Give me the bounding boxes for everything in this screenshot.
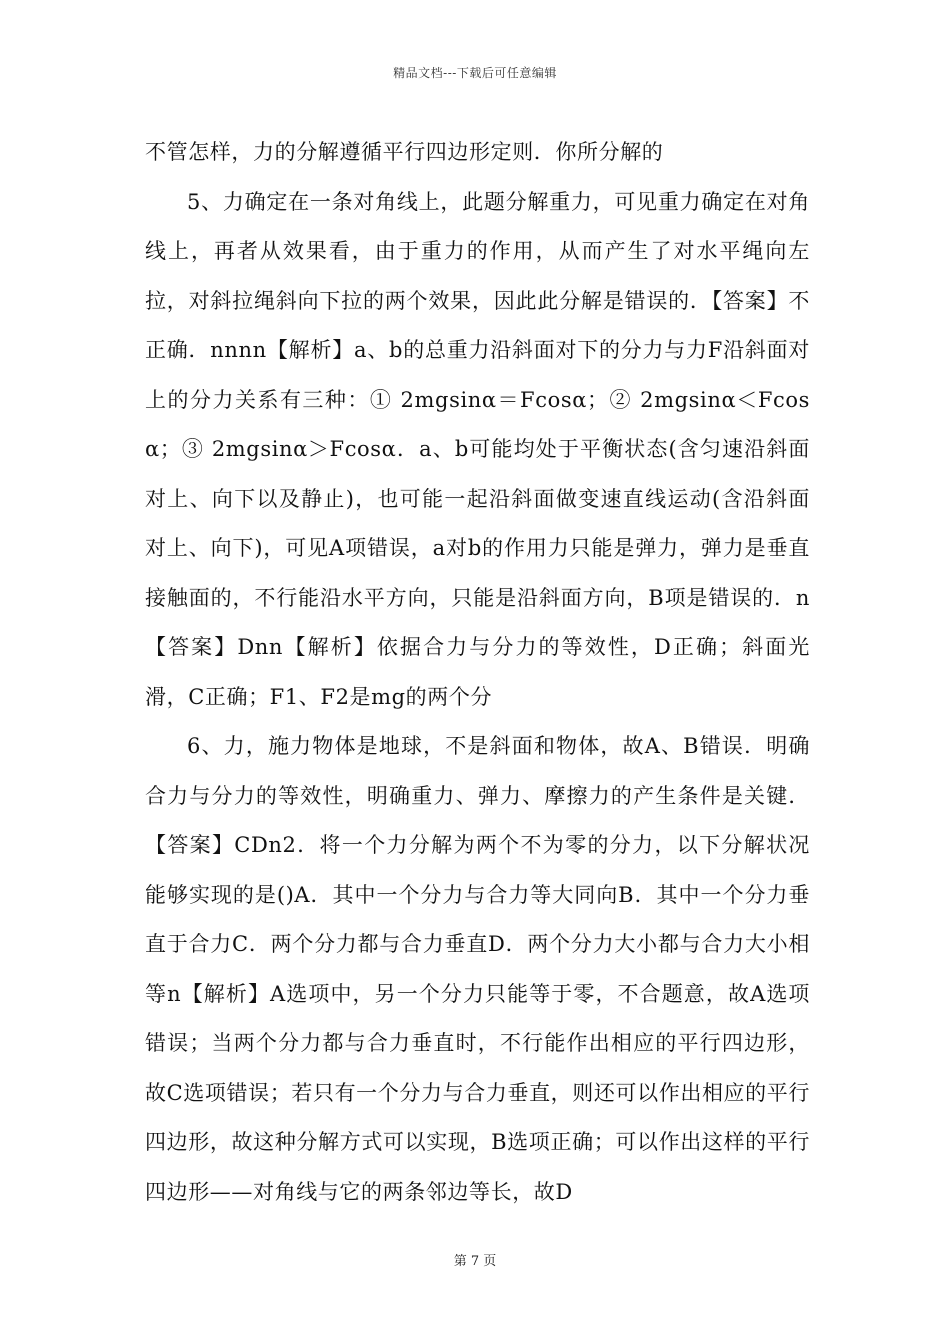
paragraph-item-6: 6、力，施力物体是地球，不是斜面和物体，故A、B错误．明确合力与分力的等效性，明确重力、弹力、摩擦力的产生条件是关键．【答案】CDn2．将一个力分解为两个不为零的分力，以下分解状况能够实现的是()A．其中一个分力与合力等大同向B．其中一个分力垂直于合力C．两个分力都与合力垂直D．两个分力大小都与合力大小相等n【解析】A选项中，另一个分力只能等于零，不合题意，故A选项错误；当两个分力都与合力垂直时，不行能作出相应的平行四边形，故C选项错误；若只有一个分力与合力垂直，则还可以作出相应的平行四边形，故这种分解方式可以实现，B选项正确；可以作出这样的平行四边形——对角线与它的两条邻边等长，故D: [145, 734, 810, 1204]
page-header: 精品文档---下载后可任意编辑: [393, 66, 557, 80]
document-body: [145, 128, 810, 1217]
paragraph-item-5: 5、力确定在一条对角线上，此题分解重力，可见重力确定在对角线上，再者从效果看，由于重力的作用，从而产生了对水平绳向左拉，对斜拉绳斜向下拉的两个效果，因此此分解是错误的．【答案】不正确．nnnn【解析】a、b的总重力沿斜面对下的分力与力F沿斜面对上的分力关系有三种：① 2mgsinα＝Fcosα；② 2mgsinα＜Fcosα；③ 2mgsinα＞Fcosα．a、b可能均处于平衡状态(含匀速沿斜面对上、向下以及静止)，也可能一起沿斜面做变速直线运动(含沿斜面对上、向下)，可见A项错误，a对b的作用力只能是弹力，弹力是垂直接触面的，不行能沿水平方向，只能是沿斜面方向，B项是错误的．n【答案】Dnn【解析】依据合力与分力的等效性，D正确；斜面光滑，C正确；F1、F2是mg的两个分: [145, 189, 810, 709]
page-number: 第 7 页: [453, 1254, 497, 1269]
paragraph-continuation: 不管怎样，力的分解遵循平行四边形定则．你所分解的: [145, 140, 664, 164]
